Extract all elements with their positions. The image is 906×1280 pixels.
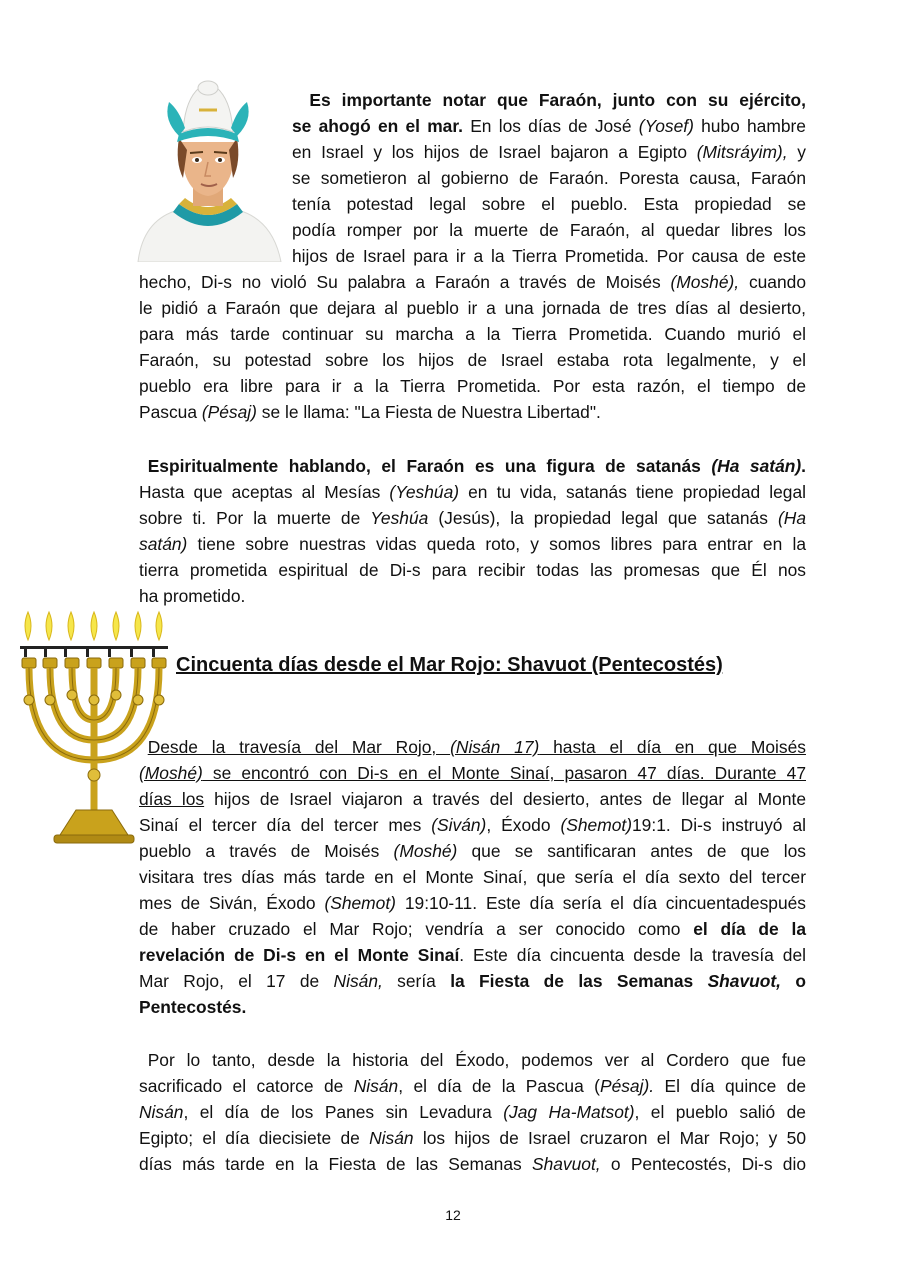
text-line: se ahogó en el mar. En los días de José (Yosef) hubo hambre (292, 116, 806, 136)
text-line: (Moshé) se encontró con Di-s en el Monte Sinaí, pasaron 47 días. Durante 47 (139, 763, 806, 783)
text-line: revelación de Di-s en el Monte Sinaí. Este día cincuenta desde la travesía del (139, 945, 806, 965)
text-line: pueblo a través de Moisés (Moshé) que se santificaran antes de que los (139, 841, 806, 861)
page-number: 12 (445, 1207, 461, 1223)
text-line: sacrificado el catorce de Nisán, el día de la Pascua (Pésaj). El día quince de (139, 1076, 807, 1096)
text-line: satán) tiene sobre nuestras vidas queda roto, y somos libres para entrar en la (139, 534, 806, 554)
text-line: Egipto; el día diecisiete de Nisán los hijos de Israel cruzaron el Mar Rojo; y 50 (139, 1128, 806, 1148)
text-line: ha prometido. (139, 586, 246, 606)
text-line: visitara tres días más tarde en el Monte Sinaí, que sería el día sexto del tercer (139, 867, 806, 887)
text-line: Por lo tanto, desde la historia del Éxodo, podemos ver al Cordero que fue (147, 1050, 806, 1070)
text-line: Pascua (Pésaj) se le llama: "La Fiesta de Nuestra Libertad". (139, 402, 601, 422)
text-line: Faraón, su potestad sobre los hijos de Israel estaba rota legalmente, y el (139, 350, 806, 370)
text-line: Mar Rojo, el 17 de Nisán, sería la Fiesta de las Semanas Shavuot, o (139, 971, 806, 991)
pharaoh-illustration (133, 80, 283, 262)
text-line: le pidió a Faraón que dejara al pueblo ir a una jornada de tres días al desierto, (139, 298, 806, 318)
text-line: Desde la travesía del Mar Rojo, (Nisán 17) hasta el día en que Moisés (147, 737, 806, 757)
text-line: para más tarde continuar su marcha a la Tierra Prometida. Cuando murió el (139, 324, 806, 344)
text-line: Espiritualmente hablando, el Faraón es una figura de satanás (Ha satán). (147, 456, 806, 476)
text-line: hecho, Di-s no violó Su palabra a Faraón a través de Moisés (Moshé), cuando (139, 272, 806, 292)
text-line: de haber cruzado el Mar Rojo; vendría a ser conocido como el día de la (139, 919, 806, 939)
text-line: podía romper por la muerte de Faraón, al quedar libres los (292, 220, 806, 240)
text-line: sobre ti. Por la muerte de Yeshúa (Jesús), la propiedad legal que satanás (Ha (139, 508, 806, 528)
text-line: pueblo era libre para ir a la Tierra Prometida. Por esta razón, el tiempo de (139, 376, 806, 396)
text-line: días los hijos de Israel viajaron a través del desierto, antes de llegar al Monte (139, 789, 807, 809)
text-line: tenía potestad legal sobre el pueblo. Esta propiedad se (292, 194, 806, 214)
text-line: mes de Siván, Éxodo (Shemot) 19:10-11. Este día sería el día cincuentadespués (139, 893, 807, 913)
text-line: en Israel y los hijos de Israel bajaron a Egipto (Mitsráyim), y (292, 142, 806, 162)
section-heading: Cincuenta días desde el Mar Rojo: Shavuot (Pentecostés) (176, 654, 723, 676)
text-line: tierra prometida espiritual de Di-s para recibir todas las promesas que Él nos (139, 560, 806, 580)
text-line: Hasta que aceptas al Mesías (Yeshúa) en tu vida, satanás tiene propiedad legal (139, 482, 806, 502)
text-line: Sinaí el tercer día del tercer mes (Siván), Éxodo (Shemot)19:1. Di-s instruyó al (139, 815, 807, 835)
text-line: días más tarde en la Fiesta de las Semanas Shavuot, o Pentecostés, Di-s dio (139, 1154, 806, 1174)
text-line: se sometieron al gobierno de Faraón. Poresta causa, Faraón (292, 168, 806, 188)
text-line: Es importante notar que Faraón, junto con su ejército, (309, 90, 806, 110)
text-line: Nisán, el día de los Panes sin Levadura (Jag Ha-Matsot), el pueblo salió de (139, 1102, 806, 1122)
text-line: hijos de Israel para ir a la Tierra Prometida. Por causa de este (292, 246, 806, 266)
text-line: Pentecostés. (139, 997, 247, 1017)
